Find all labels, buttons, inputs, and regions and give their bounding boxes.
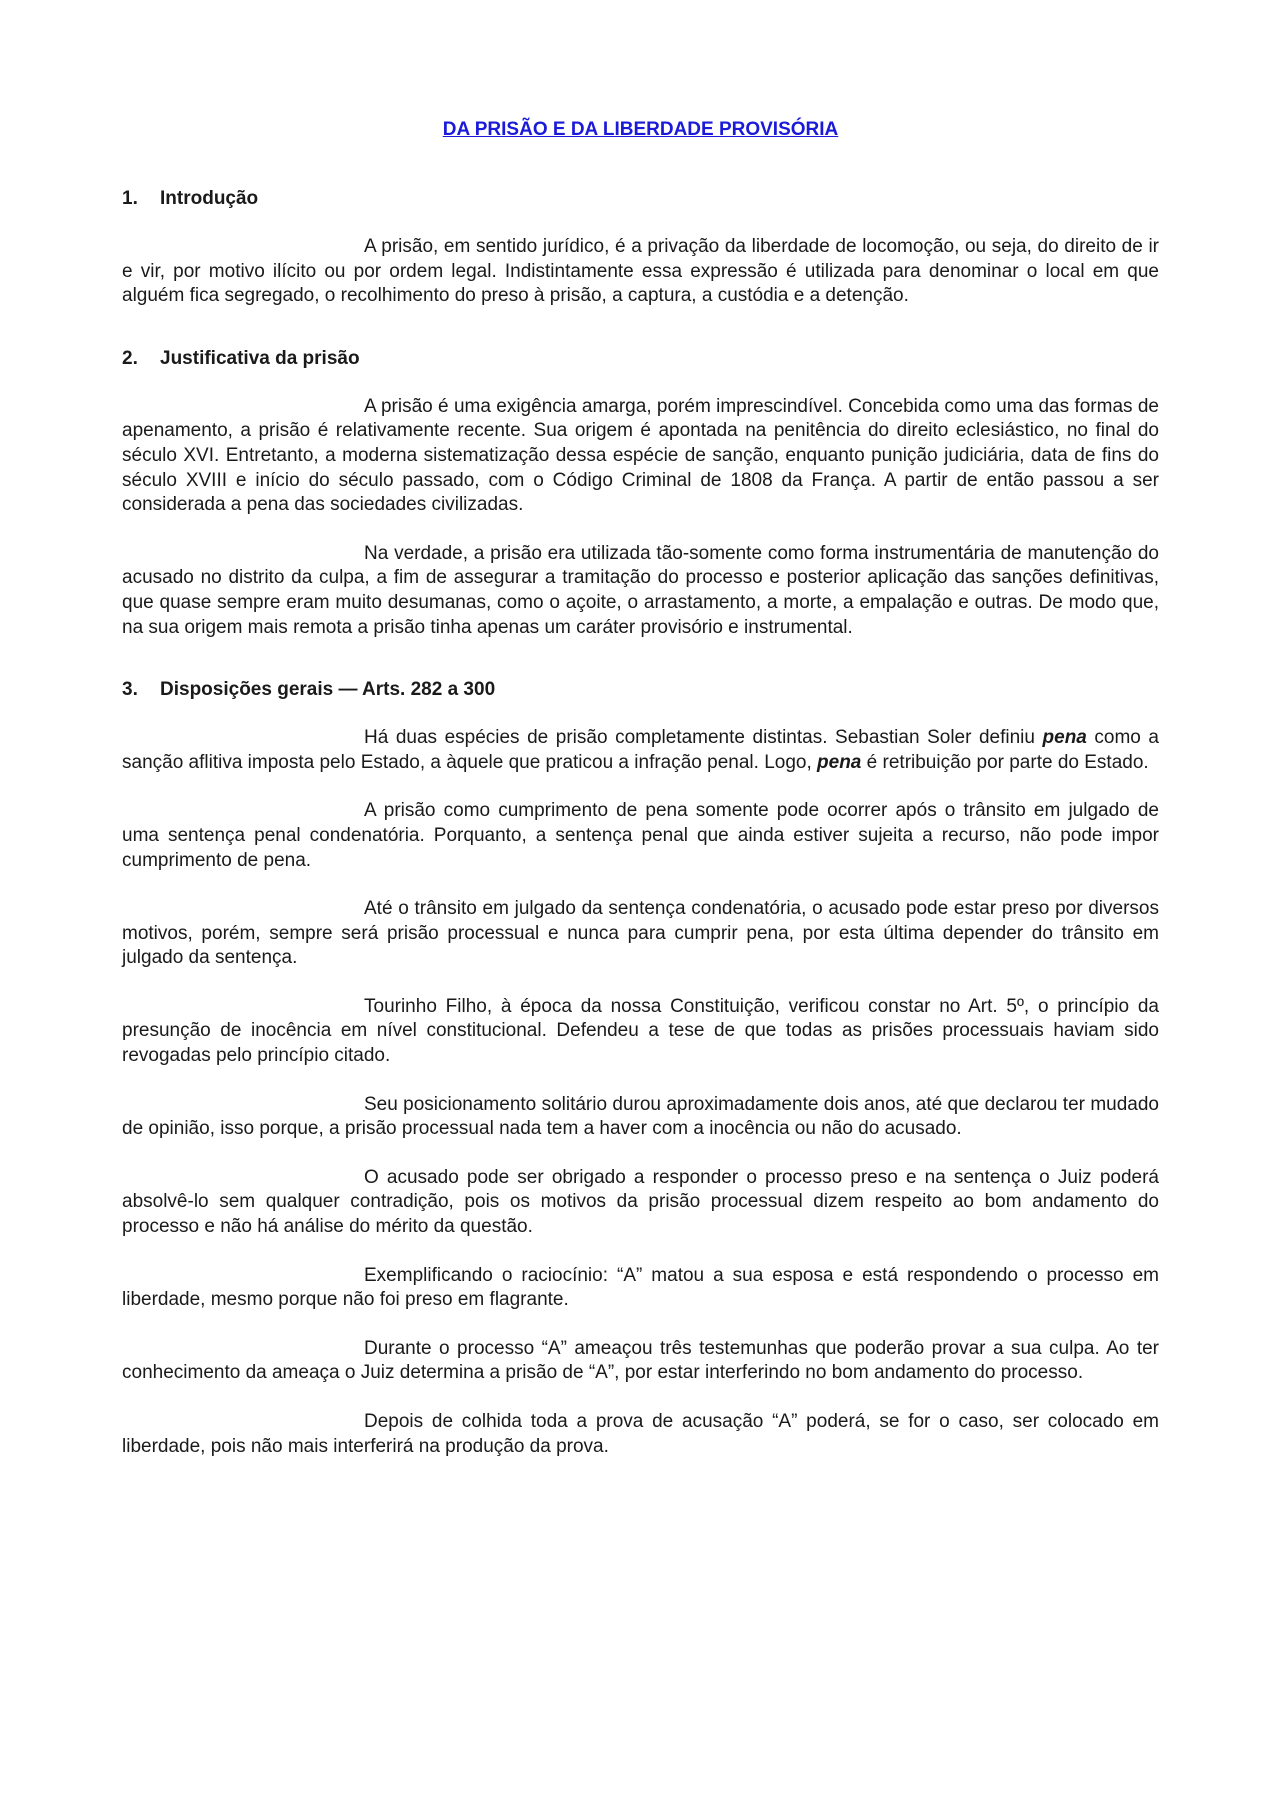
paragraph: Exemplificando o raciocínio: “A” matou a sua esposa e está respondendo o processo em liberdade, mesmo porque não foi preso em flagrante. (122, 1264, 1159, 1311)
term-pena: pena (817, 751, 862, 773)
term-pena: pena (1042, 727, 1087, 749)
paragraph-pena-definition (122, 726, 1159, 775)
text-run: é retribuição por parte do Estado. (861, 751, 1149, 773)
section-introducao (122, 187, 1159, 309)
section-heading (122, 187, 1159, 211)
section-title: Introdução (160, 188, 259, 209)
section-number: 1. (122, 188, 138, 209)
paragraph: Durante o processo “A” ameaçou três testemunhas que poderão provar a sua culpa. Ao ter conhecimento da ameaça o Juiz determina a prisão de “A”, por estar interferindo no bom andamento do processo. (122, 1337, 1159, 1384)
paragraph: Tourinho Filho, à época da nossa Constituição, verificou constar no Art. 5º, o princípio da presunção de inocência em nível constitucional. Defendeu a tese de que todas as prisões processuais haviam sido revogadas pelo princípio citado. (122, 995, 1159, 1067)
paragraph: Na verdade, a prisão era utilizada tão-somente como forma instrumentária de manutenção do acusado no distrito da culpa, a fim de assegurar a tramitação do processo e posterior aplicação das sanções definitivas, que quase sempre eram muito desumanas, como o açoite, o arrastamento, a morte, a empalação e outras. De modo que, na sua origem mais remota a prisão tinha apenas um caráter provisório e instrumental. (122, 542, 1159, 638)
paragraph: A prisão é uma exigência amarga, porém imprescindível. Concebida como uma das formas de apenamento, a prisão é relativamente recente. Sua origem é apontada na penitência do direito eclesiástico, no final do século XVI. Entretanto, a moderna sistematização dessa espécie de sanção, enquanto punição judiciária, data de fins do século XVIII e início do século passado, com o Código Criminal de 1808 da França. A partir de então passou a ser considerada a pena das sociedades civilizadas. (122, 395, 1159, 516)
section-heading (122, 678, 1159, 702)
section-number: 2. (122, 347, 138, 369)
section-justificativa (122, 347, 1159, 640)
section-title: Justificativa da prisão (160, 347, 360, 369)
paragraph: A prisão como cumprimento de pena somente pode ocorrer após o trânsito em julgado de uma sentença penal condenatória. Porquanto, a sentença penal que ainda estiver sujeita a recurso, não pode impor cumprimento de pena. (122, 800, 1159, 871)
section-title: Disposições gerais — Arts. 282 a 300 (160, 679, 496, 701)
title-link[interactable]: DA PRISÃO E DA LIBERDADE PROVISÓRIA (442, 119, 839, 140)
paragraph: Seu posicionamento solitário durou aproximadamente dois anos, até que declarou ter mudado de opinião, isso porque, a prisão processual nada tem a haver com a inocência ou não do acusado. (122, 1093, 1159, 1140)
text-run: como a sanção aflitiva imposta pelo Estado, a àquele que praticou a infração penal. Logo, (122, 727, 1159, 773)
paragraph: Até o trânsito em julgado da sentença condenatória, o acusado pode estar preso por diversos motivos, porém, sempre será prisão processual e nunca para cumprir pena, por esta última depender do trânsito em julgado da sentença. (122, 898, 1159, 969)
paragraph: A prisão, em sentido jurídico, é a privação da liberdade de locomoção, ou seja, do direito de ir e vir, por motivo ilícito ou por ordem legal. Indistintamente essa expressão é utilizada para denominar o local em que alguém fica segregado, o recolhimento do preso à prisão, a captura, a custódia e a detenção. (122, 236, 1159, 307)
text-run: Há duas espécies de prisão completamente distintas. Sebastian Soler definiu (364, 727, 1043, 749)
paragraph: Depois de colhida toda a prova de acusação “A” poderá, se for o caso, ser colocado em liberdade, pois não mais interferirá na produção da prova. (122, 1411, 1159, 1457)
paragraph: O acusado pode ser obrigado a responder o processo preso e na sentença o Juiz poderá absolvê-lo sem qualquer contradição, pois os motivos da prisão processual dizem respeito ao bom andamento do processo e não há análise do mérito da questão. (122, 1166, 1159, 1238)
section-number: 3. (122, 679, 138, 701)
section-disposicoes-gerais (122, 678, 1159, 1459)
section-heading (122, 347, 1159, 371)
document-title (122, 118, 1159, 142)
